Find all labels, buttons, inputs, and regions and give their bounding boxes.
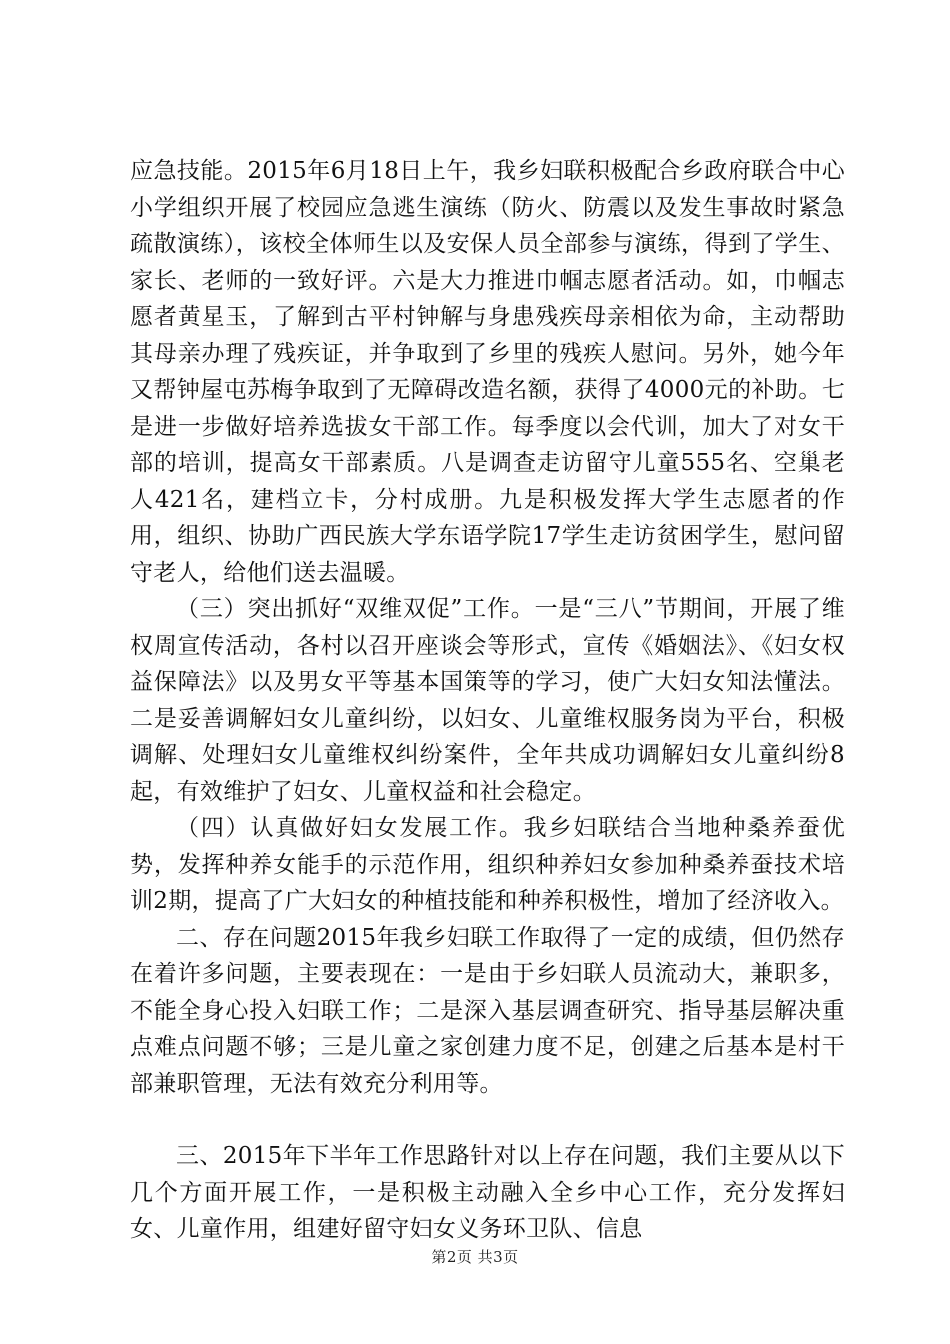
document-body	[130, 153, 845, 1248]
paragraph-work-plan: 三、2015年下半年工作思路针对以上存在问题，我们主要从以下几个方面开展工作，一是积极主动融入全乡中心工作，充分发挥妇女、儿童作用，组建好留守妇女义务环卫队、信息	[130, 1143, 845, 1242]
page-number-footer: 第2页 共3页	[431, 1248, 519, 1266]
paragraph-section-four: （四）认真做好妇女发展工作。我乡妇联结合当地种桑养蚕优势，发挥种养女能手的示范作用，组织种养妇女参加种桑养蚕技术培训2期，提高了广大妇女的种植技能和种养积极性，增加了经济收入。	[130, 815, 845, 914]
paragraph-section-three: （三）突出抓好“双维双促”工作。一是“三八”节期间，开展了维权周宣传活动，各村以召开座谈会等形式，宣传《婚姻法》、《妇女权益保障法》以及男女平等基本国策等的学习，使广大妇女知法懂法。二是妥善调解妇女儿童纠纷，以妇女、儿童维权服务岗为平台，积极调解、处理妇女儿童维权纠纷案件，全年共成功调解妇女儿童纠纷8起，有效维护了妇女、儿童权益和社会稳定。	[130, 596, 845, 805]
paragraph-problems: 二、存在问题2015年我乡妇联工作取得了一定的成绩，但仍然存在着许多问题，主要表现在：一是由于乡妇联人员流动大，兼职多，不能全身心投入妇联工作；二是深入基层调查研究、指导基层解决重点难点问题不够；三是儿童之家创建力度不足，创建之后基本是村干部兼职管理，无法有效充分利用等。	[130, 924, 845, 1097]
paragraph-continuation: 应急技能。2015年6月18日上午，我乡妇联积极配合乡政府联合中心小学组织开展了校园应急逃生演练（防火、防震以及发生事故时紧急疏散演练），该校全体师生以及安保人员全部参与演练，得到了学生、家长、老师的一致好评。六是大力推进巾帼志愿者活动。如，巾帼志愿者黄星玉，了解到古平村钟解与身患残疾母亲相依为命，主动帮助其母亲办理了残疾证，并争取到了乡里的残疾人慰问。另外，她今年又帮钟屋屯苏梅争取到了无障碍改造名额，获得了4000元的补助。七是进一步做好培养选拔女干部工作。每季度以会代训，加大了对女干部的培训，提高女干部素质。八是调查走访留守儿童555名、空巢老人421名，建档立卡，分村成册。九是积极发挥大学生志愿者的作用，组织、协助广西民族大学东语学院17学生走访贫困学生，慰问留守老人，给他们送去温暖。	[130, 158, 845, 586]
